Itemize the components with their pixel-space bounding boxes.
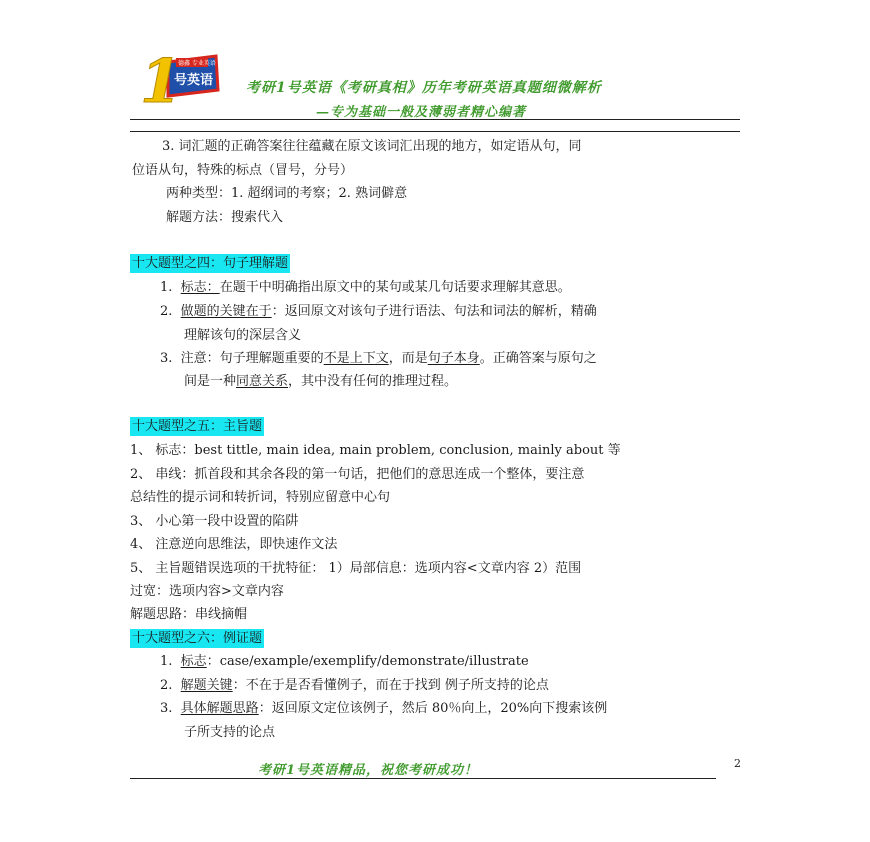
- sec5-line-3: 3、 小心第一段中设置的陷阱: [130, 514, 299, 529]
- sec4-item-3: [160, 351, 597, 367]
- sec5-line-6: 解题思路：串线摘帽: [130, 607, 248, 622]
- logo-tagline: 德鑫 专业英语: [178, 60, 216, 67]
- sec4-item-1-text: 在题干中明确指出原文中的某句或某几句话要求理解其意思。: [219, 280, 571, 295]
- sec6-item-1-num: 1.: [160, 654, 173, 669]
- sec4-item-3-c: 。正确答案与原句之: [479, 351, 597, 366]
- logo-number: 1: [140, 47, 182, 108]
- section-6-title-text: 十大题型之六：例证题: [132, 631, 263, 646]
- sec6-item-1: [160, 654, 529, 670]
- sec6-item-3-key: 具体解题思路: [180, 701, 259, 716]
- sec4-item-3-l2a: 间是一种: [184, 374, 237, 389]
- sec6-item-2-num: 2.: [160, 678, 173, 693]
- sec6-item-3-text: ：返回原文定位该例子，然后 80％向上，20%向下搜索该例: [258, 701, 608, 716]
- sec6-item-2-key: 解题关键: [180, 678, 233, 693]
- sec6-item-2: [160, 678, 549, 694]
- header-rule-top: [130, 119, 740, 120]
- section-4-title-text: 十大题型之四：句子理解题: [132, 256, 289, 271]
- section-5-title: [130, 419, 264, 435]
- vocab-types: 两种类型：1. 超纲词的考察；2. 熟词僻意: [166, 186, 408, 201]
- sec4-item-2: [160, 304, 597, 320]
- sec4-item-3-u2: 句子本身: [427, 351, 480, 366]
- sec4-item-3-u3: 同意关系: [236, 374, 289, 389]
- sec5-line-1: 1、 标志：best tittle, main idea, main problem, conclusion, mainly about 等: [130, 443, 621, 458]
- header-subtitle: —专为基础一般及薄弱者精心编著: [316, 105, 527, 120]
- logo-text: 号英语: [174, 73, 214, 88]
- vocab-method: 解题方法：搜索代入: [166, 210, 284, 225]
- header-rule-bottom: [130, 131, 740, 132]
- sec4-item-3-line2: [184, 374, 457, 390]
- sec4-item-3-a: 注意：句子理解题重要的: [180, 351, 324, 366]
- sec4-item-3-l2b: ，其中没有任何的推理过程。: [288, 374, 458, 389]
- section-6-title: [130, 631, 264, 647]
- logo: [138, 44, 246, 108]
- sec4-item-3-num: 3.: [160, 351, 173, 366]
- sec4-item-1-key: 标志：: [180, 280, 220, 295]
- sec6-item-2-text: ：不在于是否看懂例子，而在于找到 例子所支持的论点: [232, 678, 549, 693]
- sec6-item-1-key: 标志: [180, 654, 207, 669]
- footer-slogan: 考研1号英语精品，祝您考研成功！: [258, 763, 479, 778]
- sec6-item-3: [160, 701, 607, 717]
- sec6-item-3-line2: 子所支持的论点: [184, 725, 276, 740]
- vocab-item-3-line2: 位语从句，特殊的标点（冒号，分号）: [132, 163, 354, 178]
- sec5-line-4: 4、 注意逆向思维法，即快速作文法: [130, 537, 338, 552]
- sec5-line-5a: 5、 主旨题错误选项的干扰特征： 1）局部信息：选项内容<文章内容 2）范围: [130, 561, 582, 576]
- vocab-item-3-line1: 3. 词汇题的正确答案往往蕴藏在原文该词汇出现的地方，如定语从句，同: [162, 139, 582, 154]
- sec5-line-2a: 2、 串线：抓首段和其余各段的第一句话，把他们的意思连成一个整体，要注意: [130, 467, 585, 482]
- sec4-item-2-num: 2.: [160, 304, 173, 319]
- sec5-line-2b: 总结性的提示词和转折词，特别应留意中心句: [130, 490, 391, 505]
- section-4-title: [130, 256, 290, 272]
- sec4-item-2-line2: 理解该句的深层含义: [184, 328, 302, 343]
- footer-rule: [130, 778, 716, 779]
- sec4-item-2-text: ：返回原文对该句子进行语法、句法和词法的解析，精确: [271, 304, 597, 319]
- sec4-item-1-num: 1.: [160, 280, 173, 295]
- page-number: 2: [734, 757, 741, 770]
- sec4-item-3-u1: 不是上下文: [323, 351, 389, 366]
- section-5-title-text: 十大题型之五：主旨题: [132, 419, 263, 434]
- sec5-line-5b: 过宽：选项内容>文章内容: [130, 584, 284, 599]
- sec4-item-3-b: ，而是: [388, 351, 428, 366]
- header-title: 考研1号英语《考研真相》历年考研英语真题细微解析: [246, 80, 602, 96]
- sec6-item-1-text: ：case/example/exemplify/demonstrate/illustrate: [206, 654, 529, 669]
- sec6-item-3-num: 3.: [160, 701, 173, 716]
- sec4-item-1: [160, 280, 571, 296]
- sec4-item-2-key: 做题的关键在于: [180, 304, 272, 319]
